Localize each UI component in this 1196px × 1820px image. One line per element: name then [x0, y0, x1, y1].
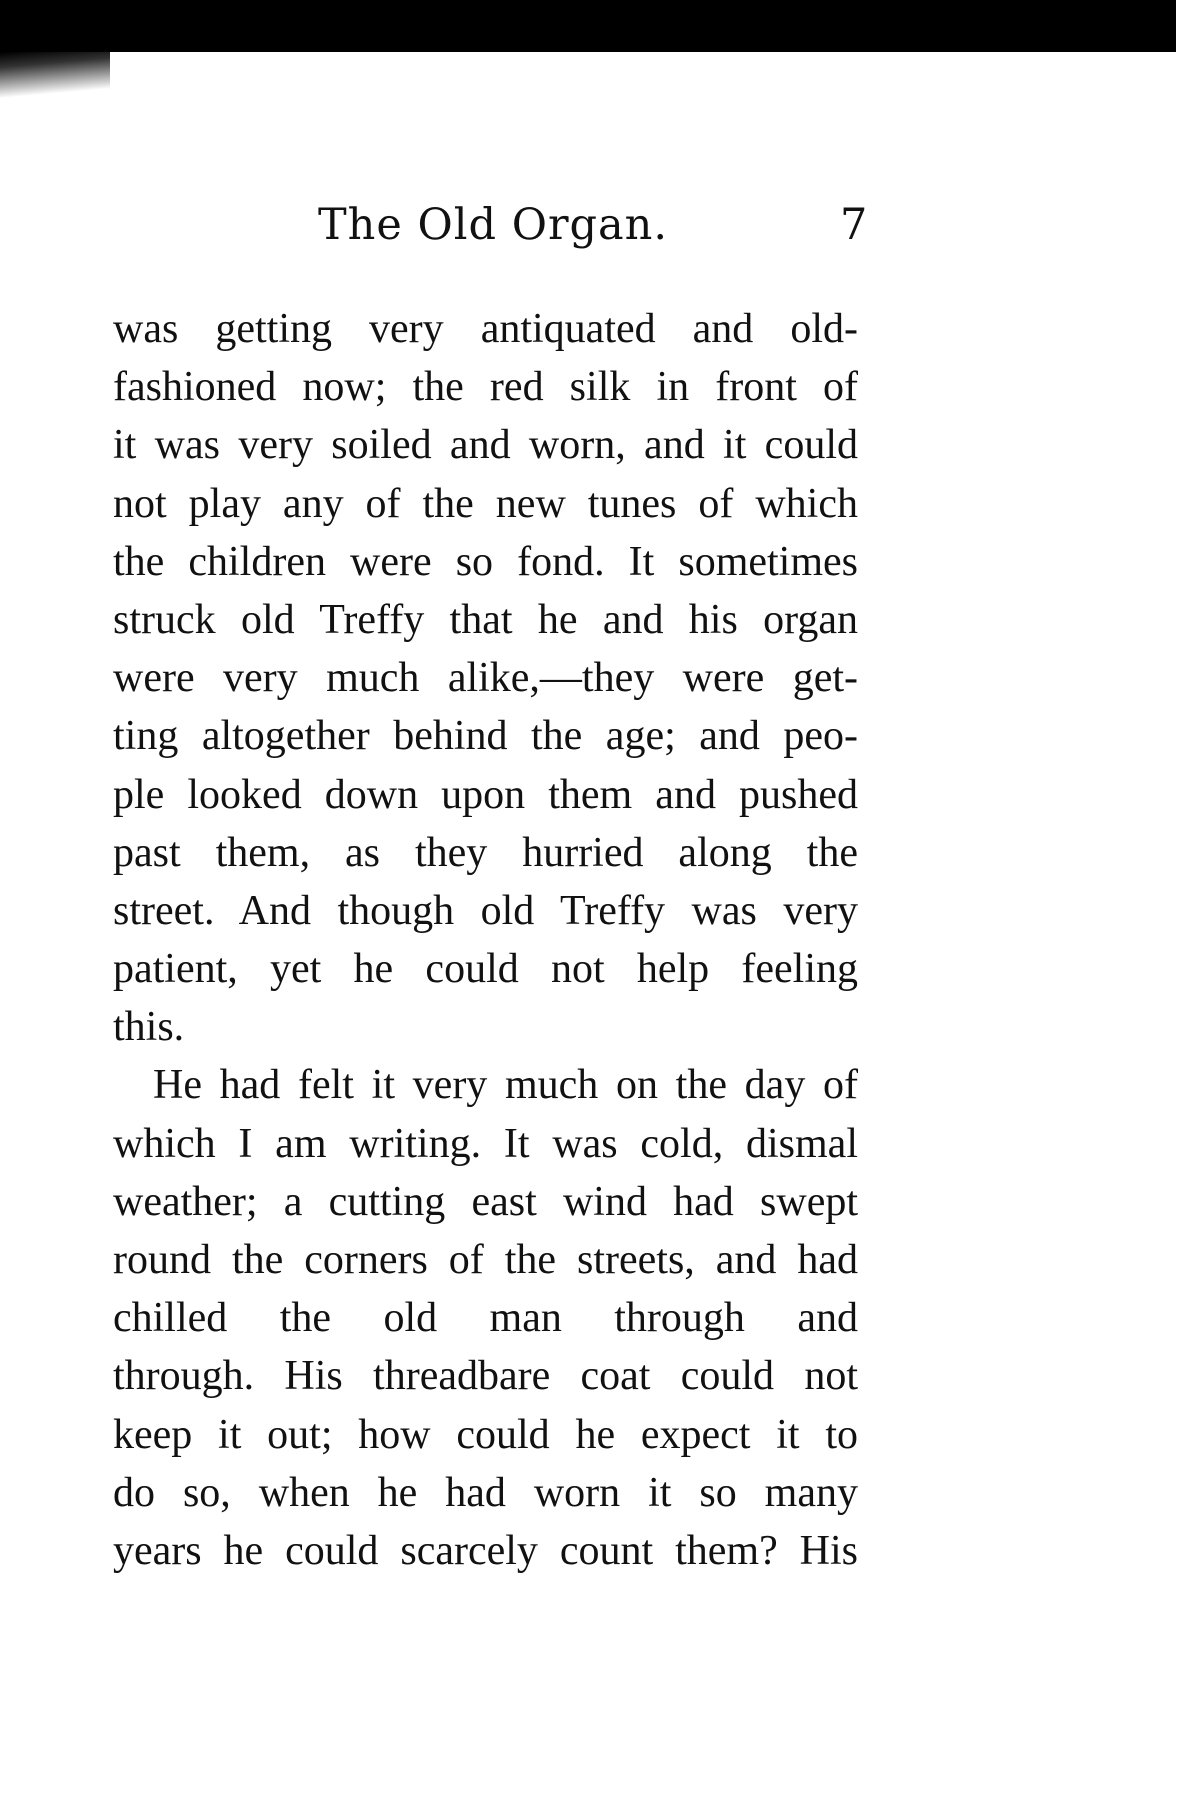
text-line: chilled the old man through and [113, 1295, 858, 1342]
text-line: not play any of the new tunes of which [113, 480, 858, 527]
text-line: ple looked down upon them and pushed [113, 771, 858, 818]
text-line: do so, when he had worn it so many [113, 1469, 858, 1516]
text-line: this. [113, 1004, 185, 1051]
text-line: round the corners of the streets, and had [113, 1237, 858, 1283]
scan-border-shadow [0, 52, 110, 104]
text-line: years he could scarcely count them? His [113, 1527, 858, 1574]
text-line: the children were so fond. It sometimes [113, 538, 858, 585]
running-head [0, 195, 1196, 255]
text-line: patient, yet he could not help feeling [113, 946, 858, 993]
text-line: keep it out; how could he expect it to [113, 1411, 858, 1458]
text-line: He had felt it very much on the day of [153, 1062, 858, 1109]
paragraph-1 [113, 300, 858, 1056]
text-line: through. His threadbare coat could not [113, 1353, 858, 1400]
text-line: ting altogether behind the age; and peo- [113, 713, 858, 760]
text-line: street. And though old Treffy was very [113, 887, 858, 934]
text-line: fashioned now; the red silk in front of [113, 364, 858, 411]
scan-border [0, 0, 1176, 52]
text-line: which I am writing. It was cold, dismal [113, 1120, 858, 1167]
page-number: 7 [840, 200, 868, 250]
book-title: The Old Organ. [318, 200, 669, 250]
text-line: weather; a cutting east wind had swept [113, 1178, 858, 1225]
text-line: were very much alike,—they were get- [113, 655, 858, 702]
paragraph-2 [113, 1056, 858, 1580]
text-line: it was very soiled and worn, and it could [113, 422, 858, 469]
text-line: past them, as they hurried along the [113, 829, 858, 876]
text-line: was getting very antiquated and old- [113, 306, 858, 352]
page-body [113, 300, 858, 1580]
text-line: struck old Treffy that he and his organ [113, 596, 858, 643]
